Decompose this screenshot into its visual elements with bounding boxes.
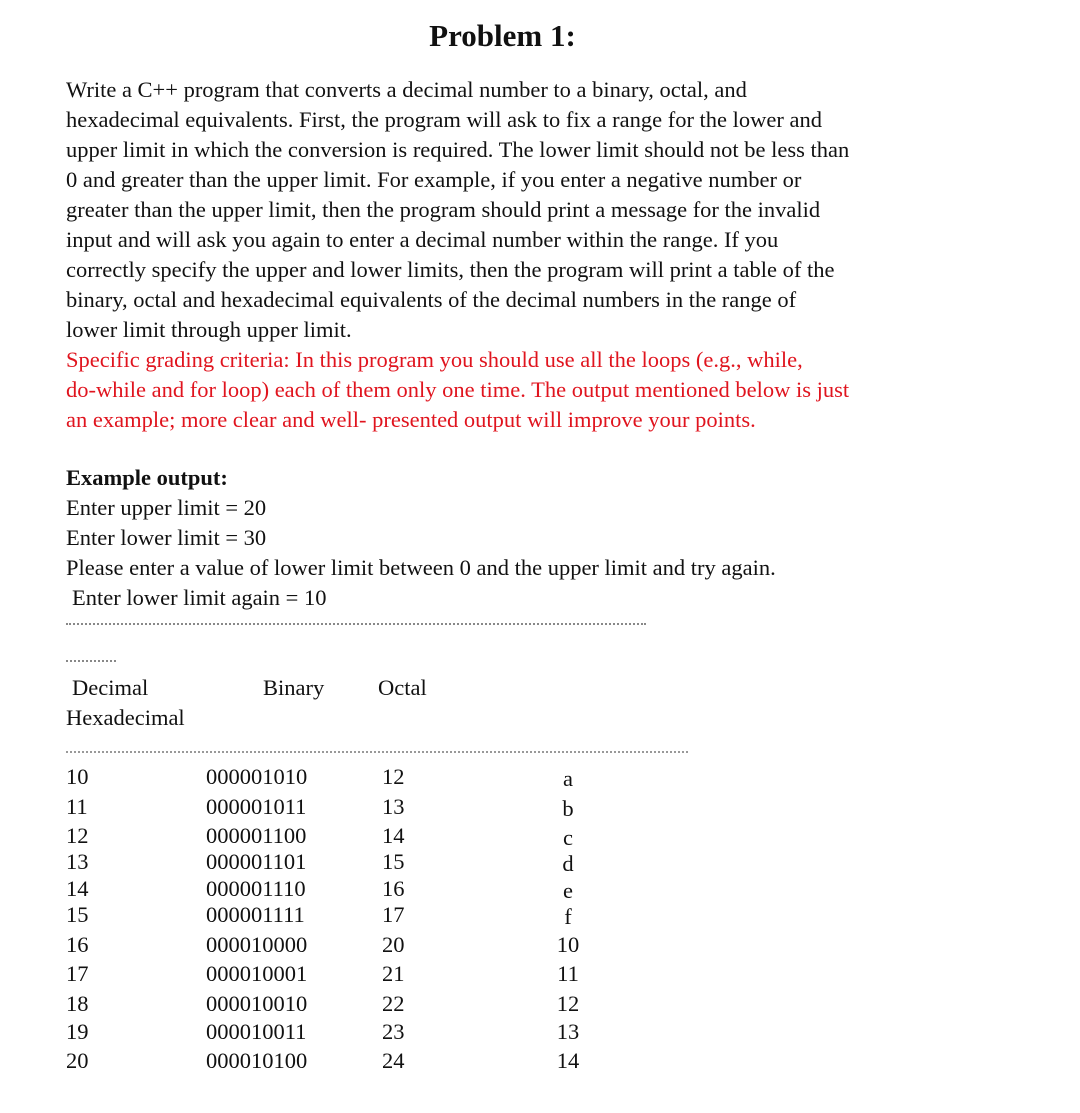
table-cell-decimal: 17 [66,961,89,986]
table-header-separator [66,751,688,753]
description-line: Write a C++ program that converts a decimal number to a binary, octal, and [66,77,747,102]
table-cell-decimal: 11 [66,794,88,819]
table-cell-decimal: 16 [66,932,89,957]
table-cell-octal: 12 [382,764,405,789]
description-line: correctly specify the upper and lower limits, then the program will print a table of the [66,257,835,282]
table-cell-decimal: 10 [66,764,89,789]
table-cell-hex: e [563,878,573,903]
table-cell-hex: 14 [556,1048,580,1073]
description-line: upper limit in which the conversion is required. The lower limit should not be less than [66,137,850,162]
dotted-separator-short [66,660,116,662]
table-cell-octal: 20 [382,932,405,957]
description-line: binary, octal and hexadecimal equivalents of the decimal numbers in the range of [66,287,797,312]
table-cell-binary: 000010011 [206,1019,307,1044]
table-cell-octal: 13 [382,794,405,819]
table-cell-octal: 23 [382,1019,405,1044]
dotted-separator [66,623,646,625]
table-cell-octal: 22 [382,991,405,1016]
description-line: lower limit through upper limit. [66,317,352,342]
table-cell-octal: 15 [382,849,405,874]
grading-criteria-line: do-while and for loop) each of them only one time. The output mentioned below is just [66,377,850,402]
table-cell-decimal: 19 [66,1019,89,1044]
table-cell-octal: 17 [382,902,405,927]
table-cell-decimal: 13 [66,849,89,874]
table-cell-hex: 12 [556,991,580,1016]
example-line-lower-limit: Enter lower limit = 30 [66,525,267,550]
table-cell-hex: 13 [556,1019,580,1044]
table-cell-binary: 000001101 [206,849,307,874]
description-line: input and will ask you again to enter a decimal number within the range. If you [66,227,779,252]
grading-criteria-line: Specific grading criteria: In this program you should use all the loops (e.g., while, [66,347,803,372]
example-heading: Example output: [66,465,228,490]
table-cell-binary: 000001100 [206,823,307,848]
header-octal: Octal [378,675,427,700]
table-cell-binary: 000001010 [206,764,308,789]
table-cell-binary: 000001111 [206,902,305,927]
header-binary: Binary [263,675,325,700]
page-title: Problem 1: [429,18,576,53]
header-hexadecimal: Hexadecimal [66,705,185,730]
example-line-error-message: Please enter a value of lower limit between 0 and the upper limit and try again. [66,555,776,580]
table-cell-hex: f [564,904,572,929]
example-line-upper-limit: Enter upper limit = 20 [66,495,267,520]
table-cell-decimal: 12 [66,823,89,848]
description-line: hexadecimal equivalents. First, the program will ask to fix a range for the lower and [66,107,823,132]
grading-criteria-line: an example; more clear and well- presented output will improve your points. [66,407,756,432]
table-cell-decimal: 20 [66,1048,89,1073]
example-output [66,463,966,613]
table-cell-decimal: 18 [66,991,89,1016]
description-line: 0 and greater than the upper limit. For example, if you enter a negative number or [66,167,802,192]
table-cell-binary: 000010001 [206,961,308,986]
table-cell-hex: c [563,825,573,850]
table-cell-hex: a [563,766,573,791]
table-cell-octal: 21 [382,961,405,986]
table-cell-binary: 000010010 [206,991,308,1016]
table-cell-hex: 11 [557,961,579,986]
table-cell-hex: 10 [556,932,580,957]
table-cell-binary: 000001110 [206,876,306,901]
table-cell-hex: b [562,796,574,821]
table-cell-binary: 000010100 [206,1048,308,1073]
description-line: greater than the upper limit, then the program should print a message for the invalid [66,197,821,222]
table-cell-octal: 24 [382,1048,405,1073]
table-cell-octal: 14 [382,823,405,848]
table-cell-hex: d [562,851,574,876]
example-line-lower-limit-again: Enter lower limit again = 10 [72,585,327,610]
table-cell-decimal: 15 [66,902,89,927]
table-cell-binary: 000010000 [206,932,308,957]
table-cell-octal: 16 [382,876,405,901]
header-decimal: Decimal [72,675,149,700]
table-cell-decimal: 14 [66,876,89,901]
table-cell-binary: 000001011 [206,794,307,819]
problem-description [66,75,966,435]
